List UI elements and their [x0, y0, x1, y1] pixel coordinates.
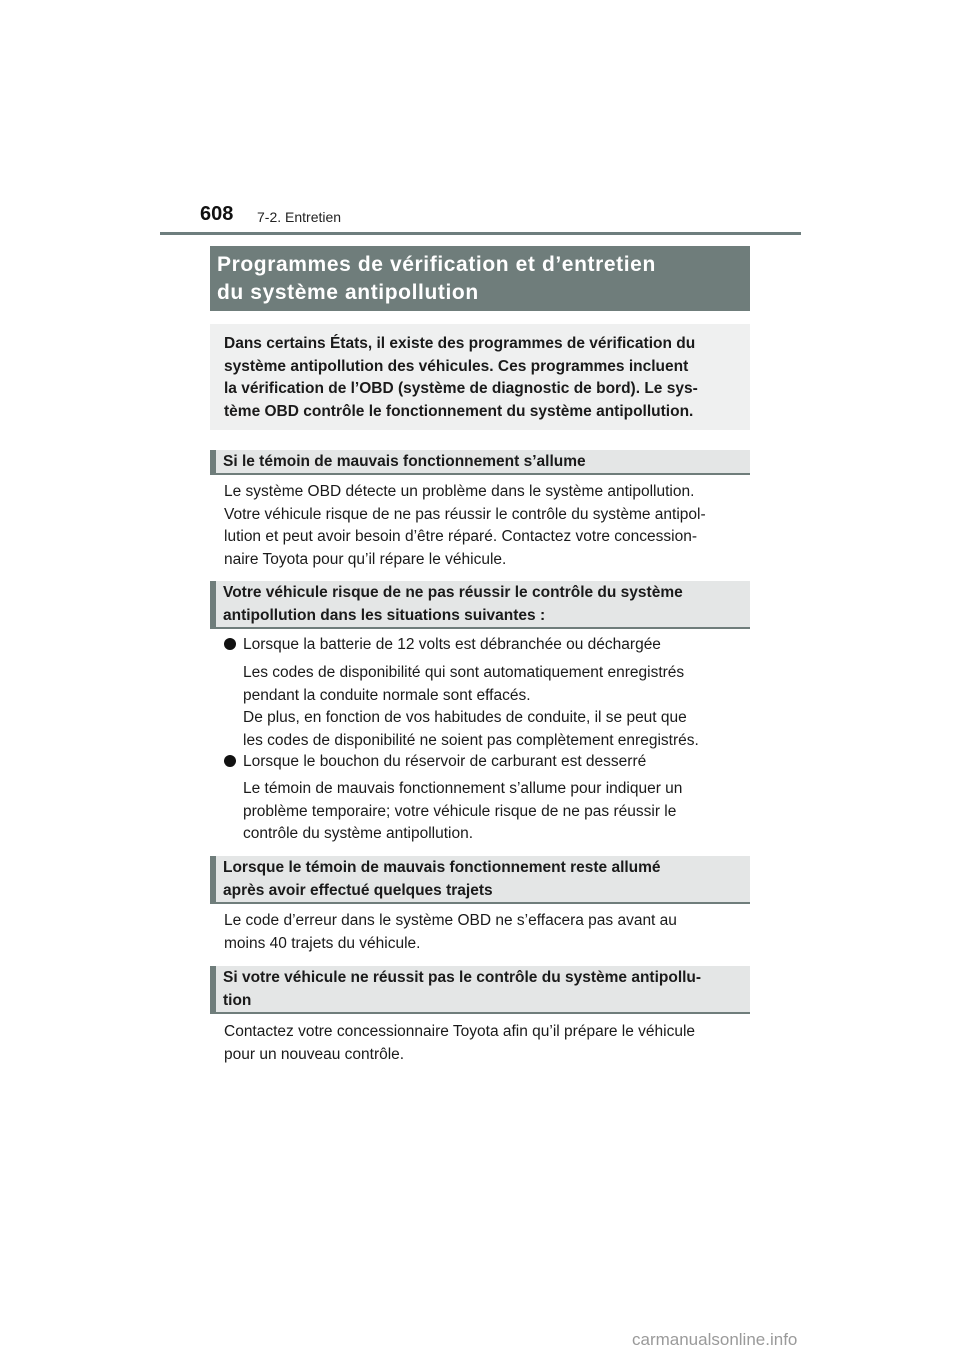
- body-line: pour un nouveau contrôle.: [224, 1045, 405, 1063]
- subheading-warning-light-on: Si le témoin de mauvais fonctionnement s’allume: [210, 450, 750, 475]
- bullet-icon: [224, 638, 236, 650]
- bullet-body-fuel-cap: [243, 778, 745, 846]
- body-line: moins 40 trajets du véhicule.: [224, 934, 421, 952]
- body-line: Les codes de disponibilité qui sont automatiquement enregistrés: [243, 664, 685, 681]
- header-divider: [160, 232, 801, 235]
- section-body-test-failed: [224, 1021, 745, 1066]
- subheading-line: Lorsque le témoin de mauvais fonctionnement reste allumé: [223, 859, 661, 876]
- subheading-line: tion: [223, 991, 252, 1009]
- body-line: Le système OBD détecte un problème dans le système antipollution.: [224, 483, 695, 500]
- body-line: problème temporaire; votre véhicule risque de ne pas réussir le: [243, 802, 677, 820]
- section-body-light-stays-on: [224, 910, 745, 955]
- subheading-light-stays-on: [210, 856, 750, 904]
- subheading-line: antipollution dans les situations suivantes :: [223, 606, 546, 624]
- body-line: les codes de disponibilité ne soient pas complètement enregistrés.: [243, 731, 699, 749]
- body-line: lution et peut avoir besoin d’être réparé. Contactez votre concession-: [224, 528, 698, 546]
- bullet-icon: [224, 755, 236, 767]
- intro-line: système antipollution des véhicules. Ces programmes incluent: [224, 357, 689, 375]
- intro-line: Dans certains États, il existe des programmes de vérification du: [224, 335, 696, 352]
- body-line: Contactez votre concessionnaire Toyota afin qu’il prépare le véhicule: [224, 1023, 696, 1040]
- section-label: 7-2. Entretien: [257, 209, 342, 225]
- body-line: pendant la conduite normale sont effacés.: [243, 686, 531, 704]
- page-number: 608: [200, 203, 234, 225]
- subheading-line: après avoir effectué quelques trajets: [223, 881, 493, 899]
- bullet-title: Lorsque le bouchon du réservoir de carburant est desserré: [243, 753, 647, 770]
- subheading-line: Si votre véhicule ne réussit pas le contrôle du système antipollu-: [223, 969, 702, 986]
- body-line: De plus, en fonction de vos habitudes de conduite, il se peut que: [243, 709, 687, 727]
- body-line: Le code d’erreur dans le système OBD ne s’effacera pas avant au: [224, 912, 677, 929]
- intro-line: la vérification de l’OBD (système de diagnostic de bord). Le sys-: [224, 380, 698, 398]
- subheading-line: Votre véhicule risque de ne pas réussir le contrôle du système: [223, 584, 683, 601]
- intro-box: [210, 324, 750, 430]
- body-line: naire Toyota pour qu’il répare le véhicule.: [224, 550, 507, 568]
- section-body-warning-light-on: [224, 481, 745, 571]
- body-line: Le témoin de mauvais fonctionnement s’allume pour indiquer un: [243, 780, 683, 797]
- bullet-body-battery: [243, 662, 745, 752]
- page-title-line: Programmes de vérification et d’entretien: [217, 253, 656, 276]
- page-title: [210, 246, 750, 311]
- page-title-line: du système antipollution: [217, 281, 479, 304]
- subheading-test-failure-situations: [210, 581, 750, 629]
- watermark: carmanualsonline.info: [632, 1330, 798, 1349]
- bullet-title: Lorsque la batterie de 12 volts est débranchée ou déchargée: [243, 636, 661, 653]
- body-line: contrôle du système antipollution.: [243, 825, 474, 843]
- body-line: Votre véhicule risque de ne pas réussir le contrôle du système antipol-: [224, 505, 706, 523]
- subheading-test-failed: [210, 966, 750, 1014]
- intro-line: tème OBD contrôle le fonctionnement du système antipollution.: [224, 402, 694, 420]
- bullet-item-battery: [224, 634, 745, 657]
- bullet-item-fuel-cap: [224, 751, 745, 774]
